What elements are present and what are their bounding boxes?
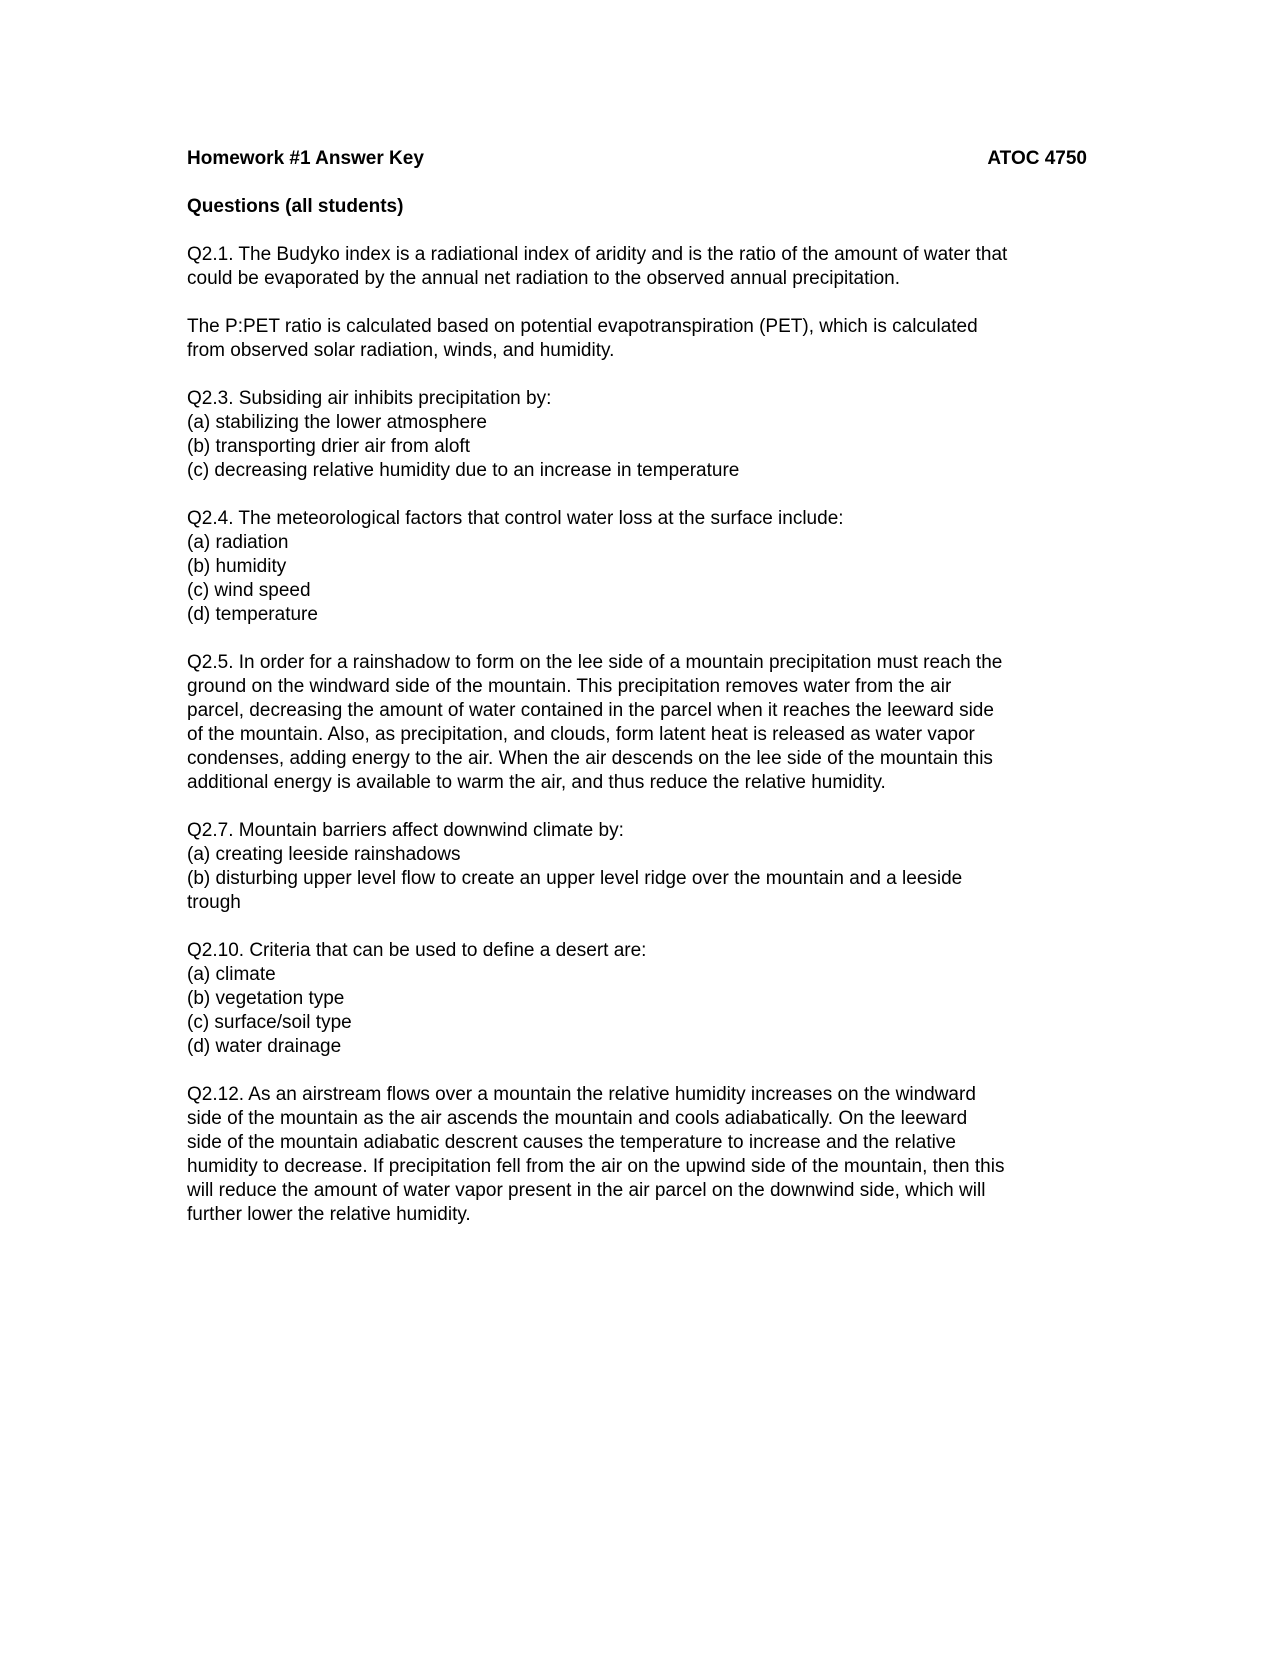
answer-block: [187, 507, 1087, 627]
answer-line: Q2.7. Mountain barriers affect downwind climate by:: [187, 820, 624, 841]
answer-line: (b) humidity: [187, 556, 287, 577]
answer-line: Q2.10. Criteria that can be used to define a desert are:: [187, 940, 647, 961]
document-page: [187, 147, 1087, 1227]
answer-line: could be evaporated by the annual net radiation to the observed annual precipitation.: [187, 268, 901, 289]
answer-line: (a) creating leeside rainshadows: [187, 844, 461, 865]
answer-line: Q2.3. Subsiding air inhibits precipitation by:: [187, 388, 552, 409]
answer-line: (d) temperature: [187, 604, 318, 625]
answer-line: (b) transporting drier air from aloft: [187, 436, 470, 457]
answer-line: additional energy is available to warm the air, and thus reduce the relative humidity.: [187, 772, 886, 793]
answer-block: [187, 315, 1087, 363]
answer-line: humidity to decrease. If precipitation fell from the air on the upwind side of the mountain, then this: [187, 1156, 1005, 1177]
document-title: Homework #1 Answer Key: [187, 148, 424, 169]
document-header: [187, 147, 1087, 171]
answer-line: (d) water drainage: [187, 1036, 342, 1057]
answer-block: [187, 387, 1087, 483]
answer-block: [187, 651, 1087, 795]
answer-block: [187, 1083, 1087, 1227]
answer-line: of the mountain. Also, as precipitation, and clouds, form latent heat is released as water vapor: [187, 724, 975, 745]
answer-line: further lower the relative humidity.: [187, 1204, 471, 1225]
answer-block: [187, 243, 1087, 291]
answer-line: ground on the windward side of the mountain. This precipitation removes water from the air: [187, 676, 952, 697]
answer-list: [187, 243, 1087, 1227]
answer-line: (c) surface/soil type: [187, 1012, 352, 1033]
answer-line: parcel, decreasing the amount of water contained in the parcel when it reaches the leeward side: [187, 700, 994, 721]
answer-line: (b) vegetation type: [187, 988, 345, 1009]
answer-line: trough: [187, 892, 241, 913]
answer-line: (c) decreasing relative humidity due to an increase in temperature: [187, 460, 740, 481]
answer-line: (b) disturbing upper level flow to create an upper level ridge over the mountain and a leeside: [187, 868, 963, 889]
course-code: ATOC 4750: [987, 148, 1087, 169]
answer-block: [187, 939, 1087, 1059]
answer-line: Q2.12. As an airstream flows over a mountain the relative humidity increases on the windward: [187, 1084, 976, 1105]
answer-line: side of the mountain as the air ascends the mountain and cools adiabatically. On the leeward: [187, 1108, 968, 1129]
answer-line: Q2.4. The meteorological factors that control water loss at the surface include:: [187, 508, 844, 529]
answer-line: (c) wind speed: [187, 580, 311, 601]
answer-line: will reduce the amount of water vapor present in the air parcel on the downwind side, which will: [187, 1180, 986, 1201]
answer-line: (a) radiation: [187, 532, 289, 553]
section-title: Questions (all students): [187, 196, 404, 217]
answer-line: from observed solar radiation, winds, and humidity.: [187, 340, 615, 361]
answer-line: side of the mountain adiabatic descrent causes the temperature to increase and the relative: [187, 1132, 956, 1153]
answer-line: (a) climate: [187, 964, 276, 985]
answer-line: condenses, adding energy to the air. When the air descends on the lee side of the mountain this: [187, 748, 993, 769]
answer-line: The P:PET ratio is calculated based on potential evapotranspiration (PET), which is calculated: [187, 316, 978, 337]
answer-line: (a) stabilizing the lower atmosphere: [187, 412, 487, 433]
answer-block: [187, 819, 1087, 915]
answer-line: Q2.1. The Budyko index is a radiational index of aridity and is the ratio of the amount of water that: [187, 244, 1008, 265]
answer-line: Q2.5. In order for a rainshadow to form on the lee side of a mountain precipitation must reach the: [187, 652, 1003, 673]
